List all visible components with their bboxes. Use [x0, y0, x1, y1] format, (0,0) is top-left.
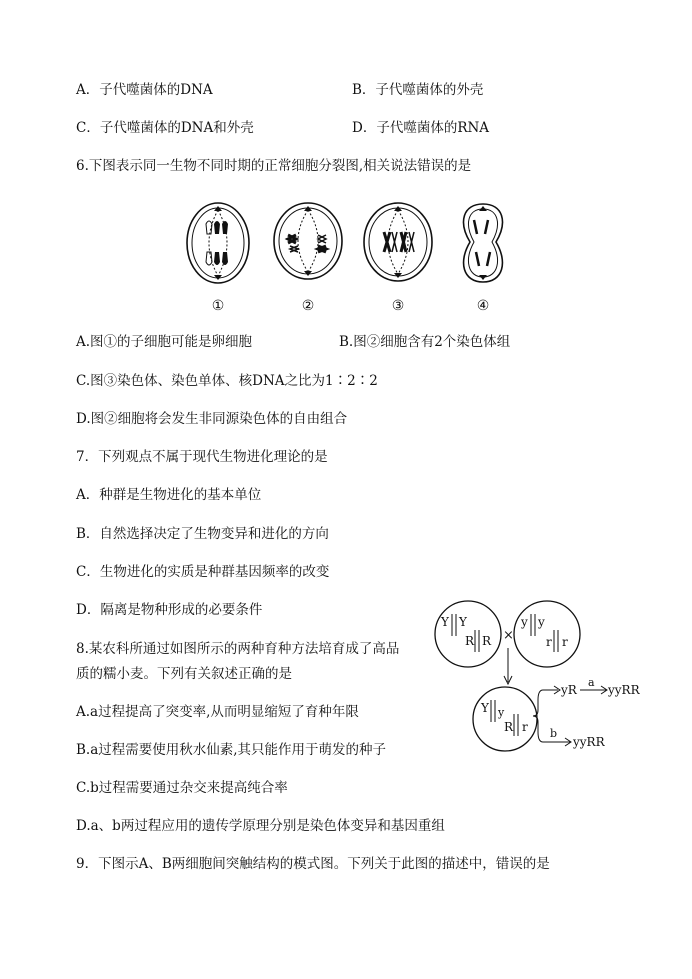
q6-stem: 6.下图表示同一生物不同时期的正常细胞分裂图,相关说法错误的是 — [76, 158, 472, 174]
q5-option-d: D．子代噬菌体的RNA — [352, 120, 490, 136]
q7-option-d: D．隔离是物种形成的必要条件 — [76, 602, 263, 618]
branch-b-result: yyRR — [573, 735, 605, 749]
cell-3-diagram — [364, 203, 432, 281]
parent-2-cell — [514, 601, 580, 667]
q5-option-c: C．子代噬菌体的DNA和外壳 — [76, 120, 254, 136]
allele-f1-y2: y — [498, 706, 505, 719]
q7-option-c: C．生物进化的实质是种群基因频率的改变 — [76, 564, 330, 580]
q8-stem-line-2: 质的糯小麦。下列有关叙述正确的是 — [76, 666, 292, 682]
q7-stem: 7．下列观点不属于现代生物进化理论的是 — [76, 449, 328, 465]
figure-label-1: ① — [211, 298, 225, 314]
allele-p2-y1: y — [521, 615, 528, 629]
figure-label-4: ④ — [476, 298, 490, 314]
allele-p1-y2: Y — [459, 615, 467, 629]
allele-p2-y2: y — [538, 615, 545, 629]
q6-option-b: B.图②细胞含有2个染色体组 — [339, 334, 511, 350]
cell-2-diagram — [274, 203, 342, 279]
f1-cell — [473, 687, 537, 751]
breeding-diagram — [430, 596, 652, 772]
allele-f1-y1: Y — [481, 701, 489, 715]
figure-label-2: ② — [301, 298, 315, 314]
q8-option-c: C.b过程需要通过杂交来提高纯合率 — [76, 780, 288, 796]
q6-option-d: D.图②细胞将会发生非同源染色体的自由组合 — [76, 411, 348, 427]
q5-option-b: B．子代噬菌体的外壳 — [352, 82, 484, 98]
q8-option-b: B.a过程需要使用秋水仙素,其只能作用于萌发的种子 — [76, 742, 387, 758]
cross-symbol: × — [503, 628, 514, 643]
branch-b-label: b — [550, 727, 558, 740]
cell-division-figure — [178, 198, 538, 334]
allele-f1-r1: R — [504, 720, 514, 734]
allele-p1-y1: Y — [441, 615, 449, 629]
branch-a-result: yyRR — [608, 683, 640, 697]
q8-option-d: D.a、b两过程应用的遗传学原理分别是染色体变异和基因重组 — [76, 818, 445, 834]
q8-option-a: A.a过程提高了突变率,从而明显缩短了育种年限 — [76, 704, 359, 720]
allele-f1-r2: r — [522, 720, 528, 734]
q9-stem: 9．下图示A、B两细胞间突触结构的模式图。下列关于此图的描述中，错误的是 — [76, 856, 550, 872]
allele-p2-r1: r — [546, 635, 552, 649]
q7-option-b: B．自然选择决定了生物变异和进化的方向 — [76, 526, 329, 542]
q8-stem-line-1: 8.某农科所通过如图所示的两种育种方法培育成了高品 — [76, 641, 400, 657]
cell-1-diagram — [187, 203, 249, 283]
q5-option-a: A．子代噬菌体的DNA — [76, 82, 213, 98]
q6-option-c: C.图③染色体、染色单体、核DNA之比为1∶2∶2 — [76, 373, 378, 389]
branch-a-gamete: yR — [561, 683, 577, 697]
q6-option-a: A.图①的子细胞可能是卵细胞 — [76, 334, 253, 350]
allele-p1-r1: R — [465, 634, 475, 648]
allele-p1-r2: R — [482, 634, 492, 648]
cell-4-diagram — [464, 204, 503, 282]
allele-p2-r2: r — [562, 635, 568, 649]
q7-option-a: A．种群是生物进化的基本单位 — [76, 487, 262, 503]
branch-a-label: a — [588, 676, 595, 689]
parent-1-cell — [435, 601, 501, 667]
figure-label-3: ③ — [391, 298, 405, 314]
